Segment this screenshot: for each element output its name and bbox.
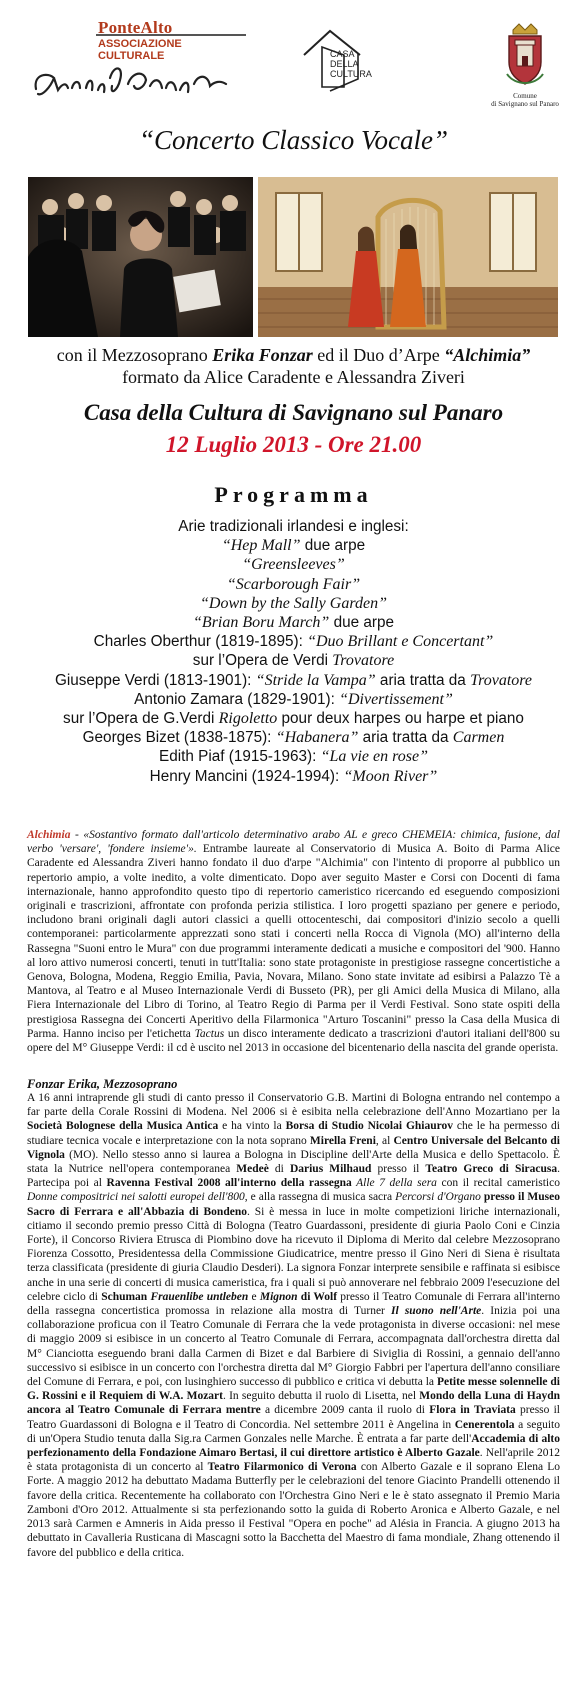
program-line: “Scarborough Fair” — [226, 575, 361, 593]
duo-name: “Alchimia” — [444, 345, 531, 365]
comune-caption: Comune di Savignano sul Panaro — [491, 92, 559, 108]
alchimia-definition: - «Sostantivo formato dall'articolo determinativo arabo AL e greco CHEMEIA: chimica, fusione, dal verbo 'versare', 'fondere insieme'». — [27, 829, 560, 856]
signature-icon — [28, 44, 238, 104]
program-line: Charles Oberthur (1819-1895): “Duo Brillant e Concertant” — [93, 633, 494, 651]
casa-logo-text: CASA DELLA CULTURA — [330, 49, 372, 79]
program-line: Georges Bizet (1838-1875): “Habanera” aria tratta da Carmen — [82, 729, 505, 747]
alchimia-body: Entrambe laureate al Conservatorio di Musica A. Boito di Parma Alice Caradente ed Alessandra Ziveri hanno fondato il duo d'arpe "Alchimia" con l'intento di proporre al pubblico un repertorio ampio, a volte inedito, a volte dimenticato. Dopo aver seguito Master e Corsi con Docenti di fama internazionale, hanno approfondito questo tipo di repertorio cameristico ricercando ed eseguendo composizioni originali e trascrizioni, affrontate con profonda perizia stilistica. I loro progetti spaziano per genere e periodo, includono brani originali dagli autori classici a quelli ottocenteschi, dai compositori d'inizio secolo a quelli contemporanei: particolarmente apprezzati sono stati i concerti nella Rocca di Vignola (MO) all'interno della Rassegna "Suoni entro le Mura" con due programmi interamente dedicati a musiche e compositori del '900. Hanno al loro attivo numerosi concerti, tenuti in tutt'Italia: sono state protagoniste in prestigiose rassegne concertistiche a Genova, Bologna, Modena, Reggio Emilia, Pavia, Novara, Milano. Sono state invitate ad esibirsi a Palazzo Tè a Mantova, al Teatro e al Museo Internazionale Verdi di Busseto (PR), per gli Amici della Musica di Milano, alla Fiera Internazionale del Libro di Torino, al Teatro Regio di Parma per il Verdi Festival. Sono state ospiti della prestigiosa Rassegna dei Concerti Aperitivo della Filarmonica "Arturo Toscanini" presso la Casa della Musica di Parma. Hanno inciso per l'etichetta — [27, 843, 560, 1040]
program-line: Antonio Zamara (1829-1901): “Divertissement” — [134, 690, 453, 708]
fonzar-heading: Fonzar Erika, Mezzosoprano — [27, 1077, 178, 1091]
concert-date: 12 Luglio 2013 - Ore 21.00 — [165, 432, 422, 457]
harp-duo-photo — [258, 177, 558, 337]
program-list — [0, 517, 587, 786]
program-line: Edith Piaf (1915-1963): “La vie en rose” — [159, 748, 428, 766]
program-line: Giuseppe Verdi (1813-1901): “Stride la Vampa” aria tratta da Trovatore — [54, 671, 533, 689]
concert-title: “Concerto Classico Vocale” — [139, 125, 448, 155]
program-line: “Hep Mall” due arpe — [221, 537, 366, 555]
venue: Casa della Cultura di Savignano sul Panaro — [83, 400, 504, 425]
program-line: “Greensleeves” — [242, 556, 345, 574]
program-line: Henry Mancini (1924-1994): “Moon River” — [149, 767, 438, 785]
alchimia-bio — [27, 828, 560, 1055]
casa-della-cultura-logo — [300, 25, 375, 95]
program-heading: Programma — [214, 482, 373, 507]
duo-members: formato da Alice Caradente e Alessandra Ziveri — [122, 367, 465, 387]
pontealto-name: PonteAlto — [98, 18, 173, 37]
program-line: “Brian Boru March” due arpe — [193, 614, 394, 632]
record-label: Tactus — [194, 1027, 225, 1040]
coat-of-arms-icon — [503, 22, 547, 88]
performers-line — [0, 344, 587, 388]
alchimia-tail: un disco interamente dedicato a trascrizioni d'autori italiani dell'800 su opere del M° Giuseppe Verdi: il cd è uscito nel 2013 in occasione del bicentenario della nascita del grande operista. — [27, 1027, 560, 1055]
program-line: sur l’Opera de Verdi Trovatore — [192, 652, 395, 670]
pontealto-association: ASSOCIAZIONE CULTURALE — [98, 38, 182, 62]
singer-name: Erika Fonzar — [212, 345, 313, 365]
program-line: “Down by the Sally Garden” — [200, 594, 387, 612]
program-line: Arie tradizionali irlandesi e inglesi: — [178, 518, 409, 535]
pontealto-logo — [28, 18, 233, 98]
fonzar-bio: A 16 anni intraprende gli studi di canto presso il Conservatorio G.B. Martini di Bologna entrando nel contempo a far parte della Corale Rossini di Modena. Nel 2006 si è esibita nella celebrazione dell'Anno Mozartiano per la Società Bolognese della Musica Antica e ha vinto la Borsa di Studio Nicolai Ghiaurov che le ha permesso di studiare tecnica vocale e interpretazione con la nota soprano Mirella Freni, al Centro Universale del Belcanto di Vignola (MO). Nello stesso anno si laurea a Bologna in Discipline dell'Arte della Musica e dello Spettacolo. È stata la Nutrice nell'opera contemporanea Medeè di Darius Milhaud presso il Teatro Greco di Siracusa. Partecipa poi al Ravenna Festival 2008 all'interno della rassegna Alle 7 della sera con il recital cameristico Donne compositrici nei salotti europei dell'800, e alla rassegna di musica sacra Percorsi d'Organo presso il Museo Sacro di Ferrara e all'Abbazia di Bondeno. Si è messa in luce in molte competizioni liriche internazionali, citiamo il secondo premio presso Città di Bologna (Teatro Guardassoni, presidente di giuria Paolo Coni e Cinzia Forte), il Concorso Riviera Etrusca di Piombino dove ha ricevuto il Diploma di Merito dal celebre Mezzosoprano Fiorenza Cossotto, Presidentessa della Commissione Giudicatrice, mentre presso il Gino Neri di Siena è risultata terza classificata (presidente di giuria Claudio Desderi). La signora Fonzar interprete sensibile e raffinata si esibisce anche in una serie di concerti di musica cameristica, fra i quali si può annoverare nel febbraio 2009 l'esecuzione del celebre ciclo di Schuman Frauenlibe untleben e Mignon di Wolf presso il Teatro Comunale di Ferrara all'interno della rassegna concertistica promossa in relazione alla mostra di Turner Il suono nell'Arte. Inizia poi una collaborazione proficua con il Teatro Comunale di Ferrara che la vede protagonista in diverse occasioni: nel mese di maggio 2009 si esibisce in un concerto al Teatro Comunale di Ferrara, accompagnata dall'orchestra diretta dal M° Cianciotta eseguendo brani dalla Carmen di Bizet e dal Barbiere di Siviglia di Rossini, a gennaio dell'anno successivo si esibisce in un concerto con l'orchestra diretta dal M° Giorgio Fabbri per l'apertura dell'anno consiliare del Comune di Ferrara, e poi, con lusinghiero successo di pubblico e critica vi debutta la Petite messe solennelle di G. Rossini e il Requiem di W.A. Mozart. In seguito debutta il ruolo di Lisetta, nel Mondo della Luna di Haydn ancora al Teatro Comunale di Ferrara mentre a dicembre 2009 canta il ruolo di Flora in Traviata presso il Teatro Guardassoni di Bologna e il Teatro di Concordia. Nel settembre 2011 è Angelina in Cenerentola a seguito di un'Opera Studio tenuta dalla Sig.ra Carmen Gonzales nelle Marche. È entrata a far parte dell'Accademia di alto perfezionamento della Fondazione Aimaro Bertasi, il cui direttore artistico è Alberto Gazale. Nell'aprile 2012 è stata protagonista di un concerto al Teatro Filarmonico di Verona con Alberto Gazale e il soprano Elena Lo Forte. A maggio 2012 ha debuttato Madama Butterfly per le celebrazioni del tenore Giacinto Prandelli ottenendo il favore della critica. Recentemente ha collaborato con l'Orchestra Gino Neri e le è stato assegnato il Premio Maria Zamboni d'Oro 2012. Attualmente si sta perfezionando sotto la guida di Roberto Aronica e Alberto Gazale, e nel 2013 sarà Carmen e Amneris in Aida presso il Festival "Opera en poche" ad Alésia in Francia. A giugno 2013 ha debuttato in Cavalleria Rusticana di Mascagni sotto la Bacchetta del Maestro di fama mondiale, Zhang ottenendo il favore del pubblico e della critica. — [27, 1092, 561, 1559]
intro-pre: con il Mezzosoprano — [56, 345, 213, 365]
program-line: sur l’Opera de G.Verdi Rigoletto pour deux harpes ou harpe et piano — [63, 710, 524, 728]
alchimia-lead: Alchimia — [27, 829, 71, 841]
comune-logo — [485, 22, 565, 112]
intro-mid: ed il Duo d’Arpe — [312, 345, 445, 365]
choir-photo — [28, 177, 253, 337]
